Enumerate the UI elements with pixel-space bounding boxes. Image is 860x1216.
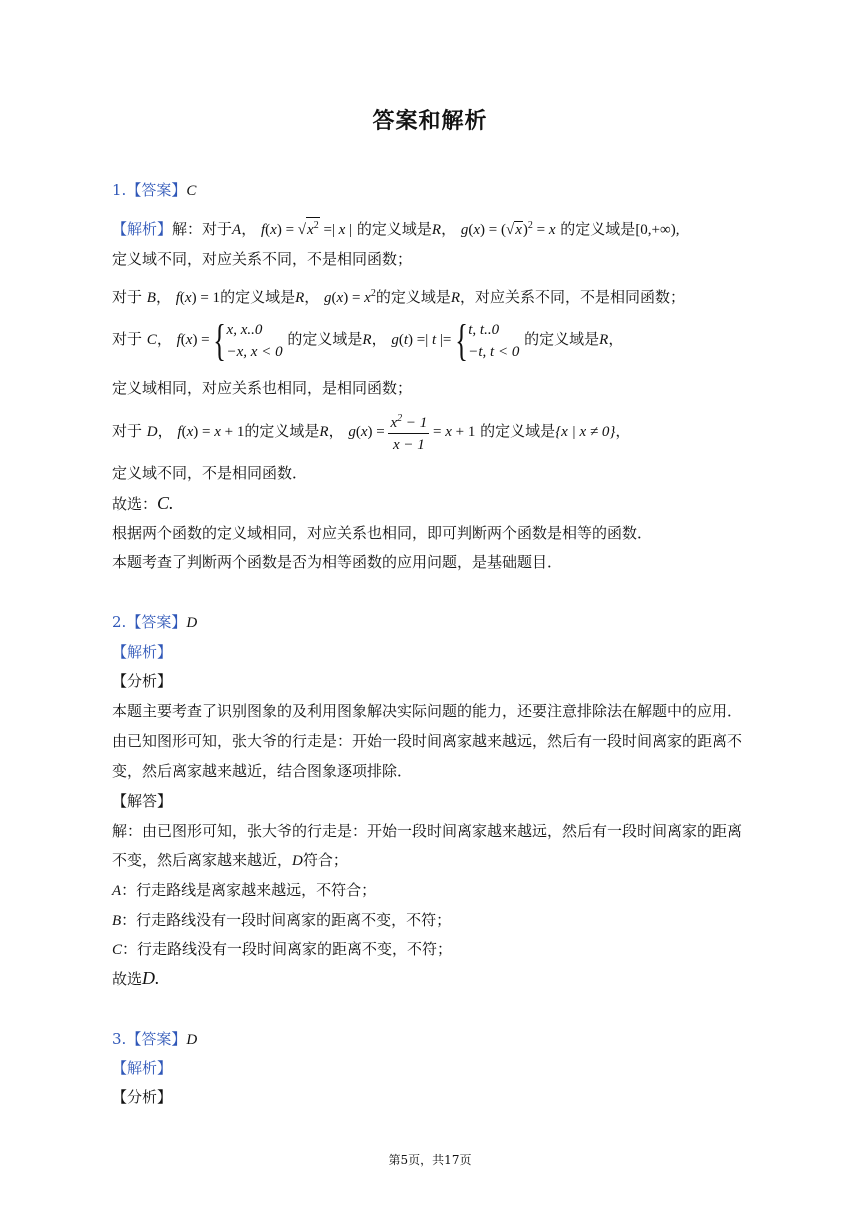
formula-g-sqrt: $g(x) = (√x)^2 = x$ <box>460 220 556 238</box>
q2-text: 不变，然后离家越来越近， <box>112 851 293 869</box>
formula-f-1: f(x) = 1 <box>175 290 221 306</box>
q2-text: 符合； <box>302 851 348 869</box>
q3-answer: D <box>186 1032 198 1048</box>
q2-number: 2. <box>112 613 127 631</box>
q1-option-a: A <box>232 222 242 238</box>
q1-line-6: 对于 D， f(x) = x + 1的定义域是R， g(x) = $\frac{x^2 - 1}{x - 1}$ = x + 1 的定义域是{x | x ≠ 0}， <box>112 408 630 456</box>
q2-para-9 <box>112 969 160 988</box>
q2-option-d: D <box>292 853 303 869</box>
q1-domain-d: {x | x ≠ 0} <box>555 424 616 440</box>
q2-jieda-tag: 【解答】 <box>112 792 173 810</box>
q2-text: 故选 <box>112 970 143 988</box>
q3-analysis-tag: 【解析】 <box>112 1059 173 1077</box>
q2-option-a: A <box>112 883 122 899</box>
q2-option-b: B <box>112 913 122 929</box>
q1-number: 1. <box>112 181 127 199</box>
q2-option-c: C <box>112 942 123 958</box>
q1-text: 的定义域是 <box>220 288 296 306</box>
q1-set-r: R <box>431 222 442 238</box>
q1-line-2: 定义域不同，对应关系不同，不是相同函数； <box>112 250 413 268</box>
q1-line-4: 对于 C， f(x) = {x, x..0 −x, x < 0 的定义域是R， g(t) =| t |= {t, t..0 −t, t < 0 的定义域是R， <box>112 315 624 365</box>
q1-text: 的定义域是 <box>244 422 320 440</box>
q1-option-c: C <box>146 332 157 348</box>
page-title: 答案和解析 <box>372 109 488 134</box>
q1-text: 的定义域是 <box>524 330 600 348</box>
q1-answer-tag: 【答案】 <box>126 181 187 199</box>
q2-para-7 <box>112 911 451 930</box>
q1-line-1: 【解析】解：对于A， $f(x) = √x^2$ =| x | 的定义域是R， $g(x) = (√x)^2 = x$ 的定义域是[0,+∞), <box>112 217 679 239</box>
q1-analysis-tag: 【解析】 <box>112 220 173 238</box>
q2-para-4: 解：由已图形可知，张大爷的行走是：开始一段时间离家越来越远，然后有一段时间离家的距离 <box>112 822 743 840</box>
q2-para-1: 本题主要考查了识别图象的及利用图象解决实际问题的能力，还要注意排除法在解题中的应用． <box>112 702 743 720</box>
q1-text: ，对应关系不同，不是相同函数； <box>460 288 686 306</box>
q3-answer-line <box>112 1030 197 1049</box>
q1-answer-line <box>112 181 196 200</box>
q1-text: 的定义域是 <box>356 220 432 238</box>
q1-option-d: D <box>146 424 158 440</box>
q1-line-7: 定义域不同，不是相同函数． <box>112 464 308 482</box>
q1-answer: C <box>186 183 197 199</box>
q1-text: 的定义域是 <box>560 220 636 238</box>
q1-domain: [0,+∞), <box>635 222 680 238</box>
q1-line-10: 本题考查了判断两个函数是否为相等函数的应用问题，是基础题目． <box>112 553 563 571</box>
q1-text: 故选： <box>112 495 158 513</box>
q1-text: 对于 <box>112 422 143 440</box>
q1-text: 的定义域是 <box>375 288 451 306</box>
q2-para-5 <box>112 851 348 870</box>
q3-number: 3. <box>112 1030 127 1048</box>
formula-g-fraction: g(x) = $\frac{x^2 - 1}{x - 1}$ = x + 1 <box>348 424 475 440</box>
q1-text: 的定义域是 <box>480 422 556 440</box>
q1-line-9: 根据两个函数的定义域相同，对应关系也相同，即可判断两个函数是相等的函数． <box>112 524 653 542</box>
q1-text: 的定义域是 <box>287 330 363 348</box>
q2-fenxi-tag: 【分析】 <box>112 672 173 690</box>
q2-para-8 <box>112 940 452 959</box>
q2-text: ：行走路线是离家越来越远，不符合； <box>121 881 377 899</box>
q2-text: ：行走路线没有一段时间离家的距离不变，不符； <box>121 911 452 929</box>
q2-para-2: 由已知图形可知，张大爷的行走是：开始一段时间离家越来越远，然后有一段时间离家的距离不 <box>112 732 743 750</box>
q1-option-b: B <box>146 290 156 306</box>
q1-line-5: 定义域相同，对应关系也相同，是相同函数； <box>112 379 413 397</box>
q2-para-3: 变，然后离家越来越近，结合图象逐项排除． <box>112 762 413 780</box>
formula-g-piecewise: g(t) =| t |= {t, t..0 −t, t < 0 <box>391 315 520 365</box>
q2-text: ：行走路线没有一段时间离家的距离不变，不符； <box>122 940 453 958</box>
q1-text: 对于 <box>112 330 143 348</box>
q2-answer-line <box>112 613 197 632</box>
q3-fenxi-tag: 【分析】 <box>112 1088 173 1106</box>
q2-para-6 <box>112 881 376 900</box>
q2-analysis-tag: 【解析】 <box>112 643 173 661</box>
q2-final-choice: D. <box>142 968 160 988</box>
q2-answer: D <box>186 615 198 631</box>
q1-final-choice: C. <box>157 493 174 513</box>
q1-text: 解：对于 <box>172 220 233 238</box>
page-footer: 第5页，共17页 <box>388 1153 472 1167</box>
q2-answer-tag: 【答案】 <box>126 613 187 631</box>
formula-f-sqrt: $f(x) = √x^2$ =| x | <box>261 222 352 238</box>
q1-line-8 <box>112 494 174 513</box>
q1-text: 对于 <box>112 288 143 306</box>
formula-f-piecewise: f(x) = {x, x..0 −x, x < 0 <box>176 315 283 365</box>
formula-f-x1: f(x) = x + 1 <box>177 424 245 440</box>
q3-answer-tag: 【答案】 <box>126 1030 187 1048</box>
q1-line-3: 对于 B， f(x) = 1的定义域是R， $g(x) = x^2$的定义域是R，对应关系不同，不是相同函数； <box>112 288 686 306</box>
formula-g-x2: $g(x) = x^2$ <box>324 288 376 306</box>
